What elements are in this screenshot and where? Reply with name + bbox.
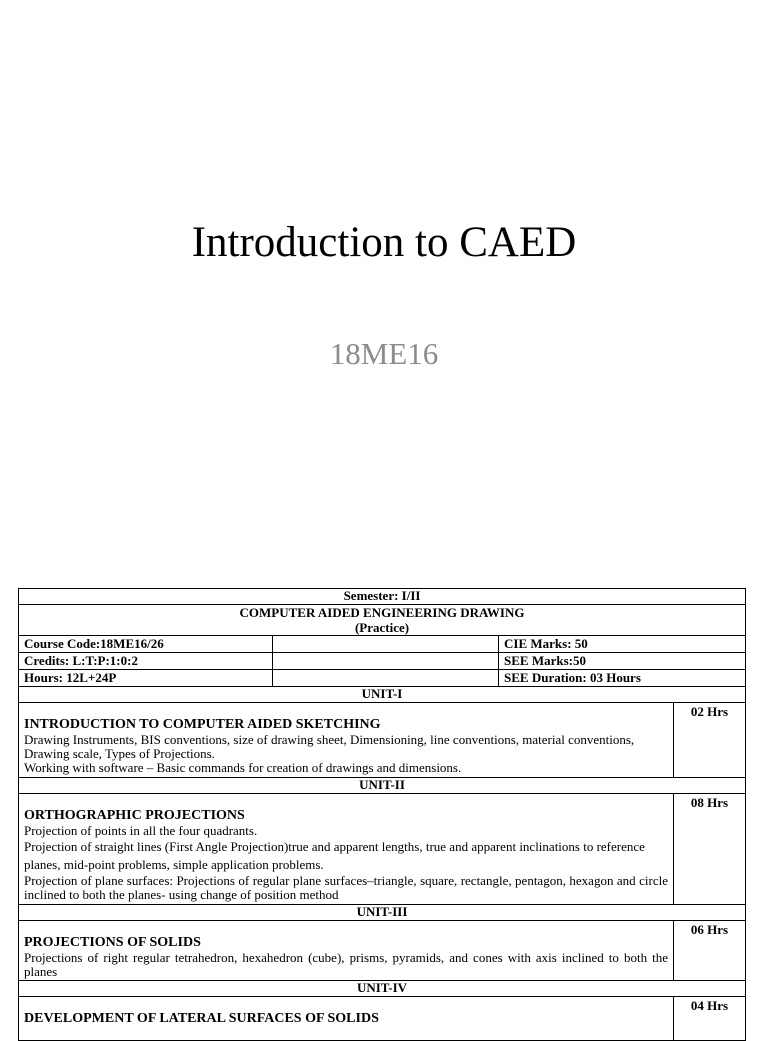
unit-4-topic: DEVELOPMENT OF LATERAL SURFACES OF SOLIDS (24, 1011, 379, 1026)
unit-1-line: Drawing Instruments, BIS conventions, size of drawing sheet, Dimensioning, line conventions, material conventions, Drawing scale, Types of Projections. (24, 732, 635, 761)
credits-cell: Credits: L:T:P:1:0:2 (19, 653, 273, 670)
unit-3-heading: UNIT-III (19, 905, 746, 921)
slide-subtitle: 18ME16 (329, 336, 439, 371)
unit-2-content (19, 794, 674, 905)
unit-1-topic: INTRODUCTION TO COMPUTER AIDED SKETCHING (24, 717, 381, 732)
unit-2-topic: ORTHOGRAPHIC PROJECTIONS (24, 808, 245, 823)
unit-1-line: Working with software – Basic commands for creation of drawings and dimensions. (24, 760, 462, 775)
hours-cell: Hours: 12L+24P (19, 670, 273, 687)
unit-3-line: Projections of right regular tetrahedron, hexahedron (cube), prisms, pyramids, and cones with axis inclined to both the planes (24, 950, 668, 979)
see-duration-cell: SEE Duration: 03 Hours (499, 670, 746, 687)
unit-2-heading: UNIT-II (19, 778, 746, 794)
unit-1-content (19, 703, 674, 778)
unit-2-line: Projection of points in all the four quadrants. (24, 823, 258, 838)
empty-cell (273, 670, 499, 687)
course-code-cell: Course Code:18ME16/26 (19, 636, 273, 653)
semester-cell: Semester: I/II (19, 589, 746, 605)
unit-2-line: Projection of plane surfaces: Projections of regular plane surfaces–triangle, square, rectangle, pentagon, hexagon and circle inclined to both the planes- using change of position method (24, 873, 668, 902)
cie-marks-cell: CIE Marks: 50 (499, 636, 746, 653)
course-type: (Practice) (354, 620, 410, 635)
unit-4-hours: 04 Hrs (674, 997, 746, 1041)
unit-3-topic: PROJECTIONS OF SOLIDS (24, 935, 201, 950)
unit-3-content (19, 921, 674, 981)
empty-cell (273, 636, 499, 653)
empty-cell (273, 653, 499, 670)
course-name: COMPUTER AIDED ENGINEERING DRAWING (239, 605, 525, 620)
unit-1-heading: UNIT-I (19, 687, 746, 703)
unit-2-hours: 08 Hrs (674, 794, 746, 905)
course-name-cell (19, 605, 746, 636)
unit-3-hours: 06 Hrs (674, 921, 746, 981)
syllabus-table (18, 588, 746, 1041)
unit-1-hours: 02 Hrs (674, 703, 746, 778)
unit-4-heading: UNIT-IV (19, 981, 746, 997)
unit-2-line: Projection of straight lines (First Angle Projection)true and apparent lengths, true and apparent inclinations to reference planes, mid-point problems, simple application problems. (24, 839, 645, 872)
slide-title: Introduction to CAED (191, 219, 577, 266)
unit-4-content (19, 997, 674, 1041)
see-marks-cell: SEE Marks:50 (499, 653, 746, 670)
